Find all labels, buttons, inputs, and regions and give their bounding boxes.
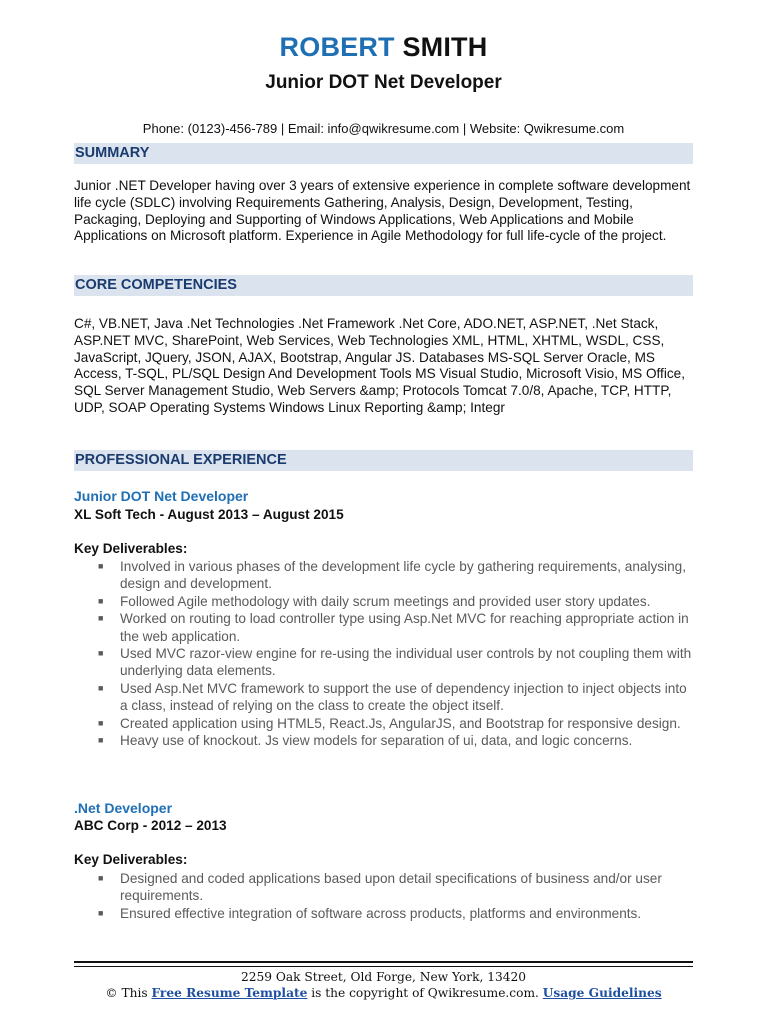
square-bullet-icon: ■ [98, 682, 104, 693]
first-name: ROBERT [279, 32, 395, 62]
competencies-heading: CORE COMPETENCIES [74, 275, 693, 296]
square-bullet-icon: ■ [98, 735, 104, 746]
square-bullet-icon: ■ [98, 561, 104, 571]
square-bullet-icon: ■ [98, 613, 104, 624]
square-bullet-icon: ■ [98, 595, 104, 606]
job-1-deliverables-label: Key Deliverables: [74, 541, 188, 556]
competencies-text: C#, VB.NET, Java .Net Technologies .Net Framework .Net Core, ADO.NET, ASP.NET, .Net Stack, ASP.NET MVC, SharePoint, Web Services, Web Technologies XML, HTML, XHTML, WSDL, CSS, JavaScript, JQuery, JSON, AJAX, Bootstrap, Angular JS. Databases MS-SQL Server Oracle, MS Access, T-SQL, PL/SQL Design And Development Tools MS Visual Studio, Microsoft Visio, MS Office, SQL Server Management Studio, Web Servers &amp; Protocols Tomcat 7.0/8, Apache, TCP, HTTP, UDP, SOAP Operating Systems Windows Linux Reporting &amp; Integr [74, 316, 685, 415]
square-bullet-icon: ■ [98, 648, 104, 659]
job-2-deliverables-label: Key Deliverables: [74, 852, 188, 867]
list-item: ■ Involved in various phases of the development life cycle by gathering requirements, analysing, design and development. [98, 559, 686, 592]
summary-text: Junior .NET Developer having over 3 years of extensive experience in complete software development life cycle (SDLC) involving Requirements Gathering, Analysis, Design, Development, Testing, Packaging, Deploying and Supporting of Windows Applications, Web Applications and Mobile Applications on Microsoft platform. Experience in Agile Methodology for full life-cycle of the project. [74, 178, 691, 244]
list-item: ■ Worked on routing to load controller type using Asp.Net MVC for reaching appropriate action in the web application. [98, 611, 689, 644]
list-item: ■ Used MVC razor-view engine for re-using the individual user controls by not coupling them with underlying data elements. [98, 646, 692, 679]
experience-heading: PROFESSIONAL EXPERIENCE [74, 450, 693, 471]
list-item: ■ Created application using HTML5, React.Js, AngularJS, and Bootstrap for responsive design. [98, 715, 681, 731]
job-1-company: XL Soft Tech - August 2013 – August 2015 [74, 507, 344, 522]
list-item: ■ Heavy use of knockout. Js view models for separation of ui, data, and logic concerns. [98, 733, 633, 749]
footer-rule-thick [74, 961, 693, 963]
job-1-title: Junior DOT Net Developer [74, 488, 249, 504]
square-bullet-icon: ■ [98, 907, 104, 918]
list-item: ■ Followed Agile methodology with daily scrum meetings and provided user story updates. [98, 593, 651, 609]
copyright-prefix: © This [105, 986, 148, 1000]
copyright-middle: is the copyright of Qwikresume.com. [311, 986, 539, 1000]
list-item: ■ Used Asp.Net MVC framework to support the use of dependency injection to inject objects into a class, instead of relying on the class to create the object itself. [98, 680, 687, 714]
footer-copyright [74, 985, 693, 1001]
job-1-bullet-list [74, 558, 693, 749]
last-name: SMITH [402, 32, 488, 62]
footer-address: 2259 Oak Street, Old Forge, New York, 13420 [240, 970, 527, 984]
list-item: ■ Ensured effective integration of software across products, platforms and environments. [98, 905, 642, 921]
free-resume-template-link[interactable]: Free Resume Template [151, 986, 308, 1000]
job-2-bullet-list [74, 870, 693, 922]
list-item: ■ Designed and coded applications based upon detail specifications of business and/or user requirements. [98, 871, 662, 904]
contact-line: Phone: (0123)-456-789 | Email: info@qwikresume.com | Website: Qwikresume.com [142, 121, 625, 136]
job-2-title: .Net Developer [74, 800, 173, 816]
footer-rule-thin [74, 966, 693, 967]
summary-heading: SUMMARY [74, 143, 693, 164]
job-title-heading: Junior DOT Net Developer [265, 72, 502, 93]
job-2-company: ABC Corp - 2012 – 2013 [74, 818, 227, 833]
square-bullet-icon: ■ [98, 873, 104, 883]
candidate-name [74, 31, 693, 63]
usage-guidelines-link[interactable]: Usage Guidelines [542, 986, 662, 1000]
square-bullet-icon: ■ [98, 717, 104, 728]
